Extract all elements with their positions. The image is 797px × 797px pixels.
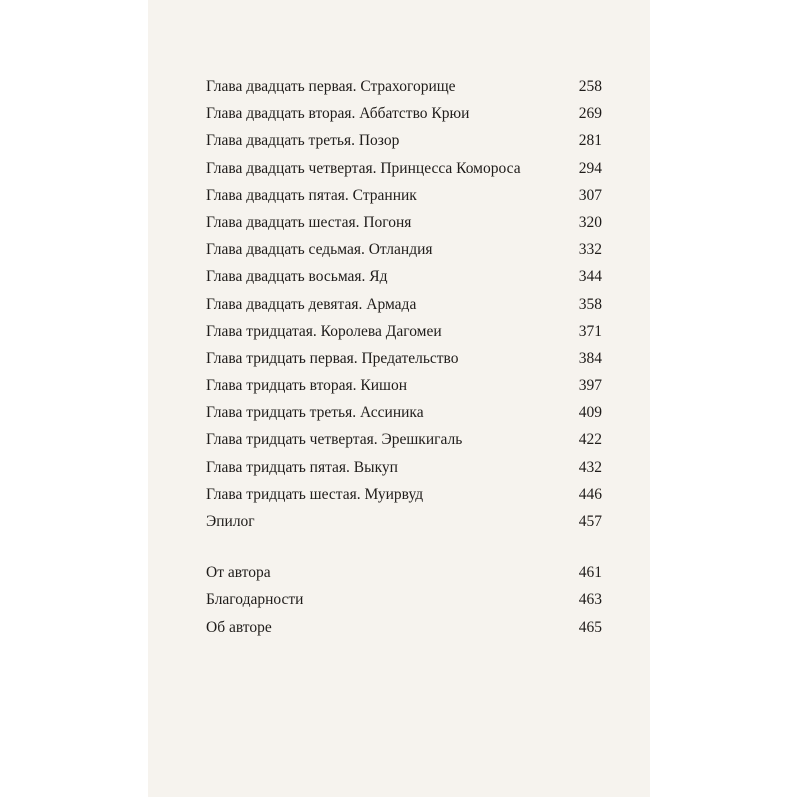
toc-entry-title: Глава двадцать первая. Страхогорище bbox=[206, 78, 456, 95]
toc-entry-page-number: 269 bbox=[578, 105, 602, 123]
toc-entry-title: От автора bbox=[206, 564, 271, 582]
toc-entry-title: Глава двадцать седьмая. Отландия bbox=[206, 241, 433, 259]
toc-entry bbox=[206, 454, 602, 481]
toc-entry bbox=[206, 182, 602, 209]
toc-entry-title: Глава тридцатая. Королева Дагомеи bbox=[206, 322, 442, 340]
toc-entry-title: Глава тридцать шестая. Муирвуд bbox=[206, 485, 424, 503]
toc-entry bbox=[206, 586, 602, 613]
toc-back-matter-list bbox=[206, 559, 602, 641]
toc-entry-title: Глава двадцать третья. Позор bbox=[206, 132, 400, 150]
toc-entry bbox=[206, 291, 602, 318]
toc-entry-title: Глава тридцать первая. Предательство bbox=[206, 349, 459, 367]
toc-entry-title: Глава тридцать четвертая. Эрешкигаль bbox=[206, 431, 463, 449]
toc-entry-title: Глава тридцать вторая. Кишон bbox=[206, 377, 408, 395]
toc-entry bbox=[206, 614, 602, 641]
toc-entry bbox=[206, 481, 602, 508]
book-page bbox=[148, 0, 650, 797]
toc-entry bbox=[206, 345, 602, 372]
toc-entry-title: Благодарности bbox=[206, 591, 304, 609]
toc-entry bbox=[206, 399, 602, 426]
toc-entry-page-number: 463 bbox=[578, 591, 602, 609]
toc-entry bbox=[206, 263, 602, 290]
toc-entry bbox=[206, 209, 602, 236]
toc-section-gap bbox=[206, 535, 602, 559]
toc-entry-page-number: 320 bbox=[578, 213, 602, 231]
toc-entry-page-number: 307 bbox=[578, 186, 602, 204]
toc-entry bbox=[206, 372, 602, 399]
toc-entry-title: Об авторе bbox=[206, 618, 272, 636]
toc-entry-page-number: 344 bbox=[578, 268, 602, 286]
toc-entry-page-number: 332 bbox=[578, 241, 602, 259]
toc-entry bbox=[206, 559, 602, 586]
toc-entry-title: Глава двадцать девятая. Армада bbox=[206, 295, 417, 313]
toc-entry-page-number: 465 bbox=[578, 618, 602, 636]
toc-entry bbox=[206, 100, 602, 127]
toc-entry bbox=[206, 508, 602, 535]
toc-entry-page-number: 258 bbox=[578, 78, 602, 95]
toc-entry-page-number: 446 bbox=[578, 485, 602, 503]
toc-entry bbox=[206, 155, 602, 182]
toc-entry-title: Эпилог bbox=[206, 513, 255, 530]
toc-entry-page-number: 358 bbox=[578, 295, 602, 313]
toc-entry bbox=[206, 73, 602, 100]
toc-entry bbox=[206, 236, 602, 263]
toc-entry bbox=[206, 318, 602, 345]
toc-entry-page-number: 409 bbox=[578, 404, 602, 422]
toc-entry-page-number: 461 bbox=[578, 564, 602, 582]
toc-entry-page-number: 371 bbox=[578, 322, 602, 340]
toc-entry-title: Глава тридцать третья. Ассиника bbox=[206, 404, 424, 422]
toc-entry-page-number: 422 bbox=[578, 431, 602, 449]
toc-entry-page-number: 281 bbox=[578, 132, 602, 150]
toc-entry-page-number: 432 bbox=[578, 458, 602, 476]
toc-entry-title: Глава двадцать четвертая. Принцесса Комороса bbox=[206, 159, 521, 177]
toc-entry bbox=[206, 426, 602, 453]
toc-entry-page-number: 384 bbox=[578, 349, 602, 367]
toc-entry-title: Глава двадцать шестая. Погоня bbox=[206, 213, 412, 231]
toc-entry-page-number: 294 bbox=[578, 159, 602, 177]
toc-entry-title: Глава двадцать восьмая. Яд bbox=[206, 268, 388, 286]
toc-chapter-list bbox=[206, 73, 602, 535]
toc-entry-title: Глава тридцать пятая. Выкуп bbox=[206, 458, 398, 476]
toc-entry-page-number: 457 bbox=[578, 513, 602, 530]
toc-entry-title: Глава двадцать пятая. Странник bbox=[206, 186, 417, 204]
toc-entry-title: Глава двадцать вторая. Аббатство Крюи bbox=[206, 105, 470, 123]
table-of-contents bbox=[206, 73, 602, 641]
toc-entry-page-number: 397 bbox=[578, 377, 602, 395]
toc-entry bbox=[206, 127, 602, 154]
